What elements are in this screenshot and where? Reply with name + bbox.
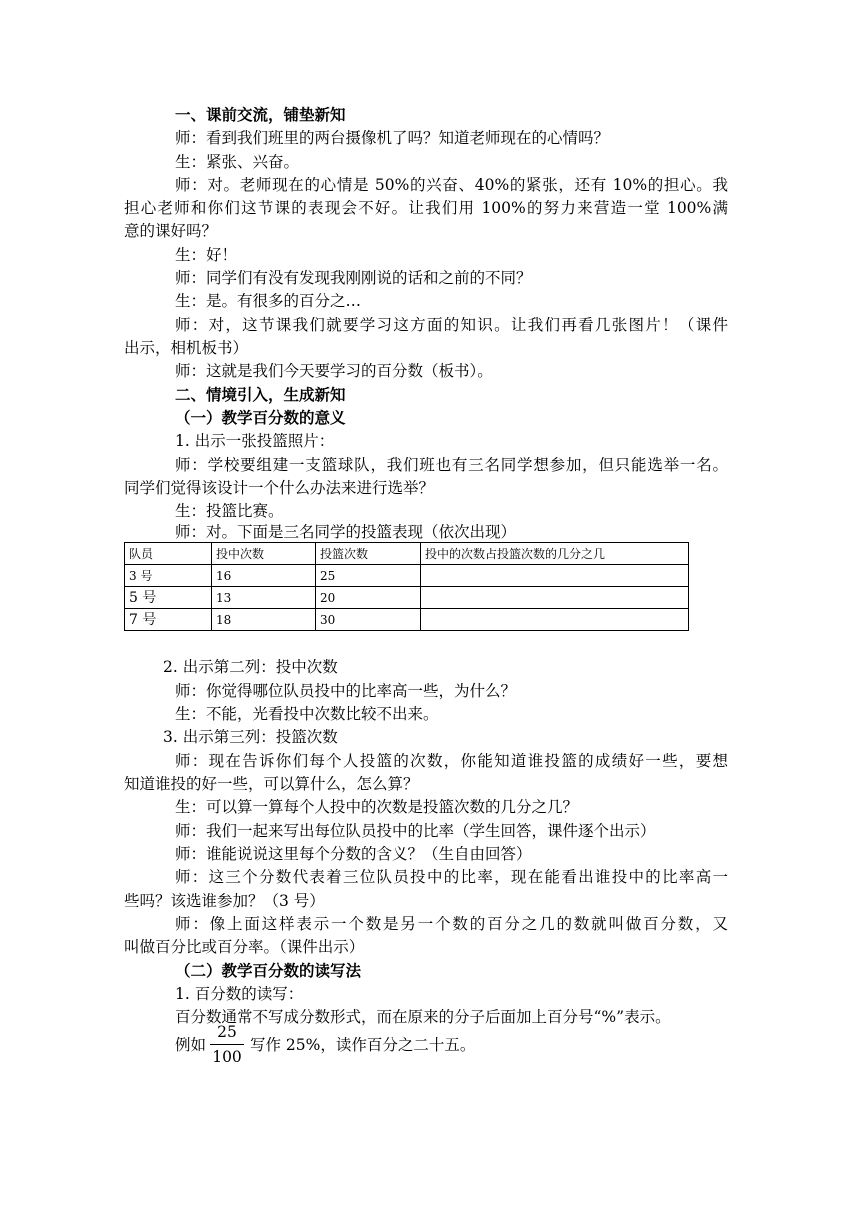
dialogue-line: 叫做百分比或百分率。（课件出示） xyxy=(124,938,365,956)
dialogue-line: 出示，相机板书） xyxy=(124,339,249,357)
table-row xyxy=(125,565,689,587)
section-title-2: 二、情境引入，生成新知 xyxy=(175,385,346,404)
subsection-title-1: （一）教学百分数的意义 xyxy=(175,408,346,427)
table-header-row xyxy=(125,543,689,565)
section-title-1: 一、课前交流，铺垫新知 xyxy=(175,105,346,124)
dialogue-line: 师：对，这节课我们就要学习这方面的知识。让我们再看几张图片！（课件 xyxy=(175,316,728,334)
table-cell: 16 xyxy=(212,565,316,587)
dialogue-line: 师：对。老师现在的心情是 50%的兴奋、40%的紧张，还有 10%的担心。我 xyxy=(175,176,728,194)
dialogue-line: 生：好！ xyxy=(175,246,238,264)
dialogue-line: 生：可以算一算每个人投中的次数是投篮次数的几分之几？ xyxy=(175,798,579,816)
dialogue-line: 师：同学们有没有发现我刚刚说的话和之前的不同？ xyxy=(175,269,532,287)
table-header-cell: 队员 xyxy=(125,543,212,565)
table-cell: 7 号 xyxy=(125,609,212,631)
step-line: 2. 出示第二列：投中次数 xyxy=(163,658,338,676)
table-cell: 30 xyxy=(316,609,421,631)
dialogue-line: 知道谁投的好一些，可以算什么，怎么算？ xyxy=(124,775,419,793)
table-row xyxy=(125,609,689,631)
table-cell: 5 号 xyxy=(125,587,212,609)
table-cell: 13 xyxy=(212,587,316,609)
step-line: 3. 出示第三列：投篮次数 xyxy=(163,728,338,746)
dialogue-line: 师：你觉得哪位队员投中的比率高一些，为什么？ xyxy=(175,682,517,700)
table-header-cell: 投中次数 xyxy=(212,543,316,565)
table-cell: 18 xyxy=(212,609,316,631)
fraction-25-over-100 xyxy=(210,1021,244,1068)
dialogue-line: 师：这三个分数代表着三位队员投中的比率，现在能看出谁投中的比率高一 xyxy=(175,868,728,886)
dialogue-line: 生：投篮比赛。 xyxy=(175,502,284,520)
table-row xyxy=(125,587,689,609)
dialogue-line: 意的课好吗？ xyxy=(124,222,218,240)
table-header-cell: 投篮次数 xyxy=(316,543,421,565)
dialogue-line: 生：是。有很多的百分之… xyxy=(175,292,362,310)
step-line: 1. 出示一张投篮照片： xyxy=(175,432,335,450)
dialogue-line: 生：不能，光看投中次数比较不出来。 xyxy=(175,705,439,723)
table-cell xyxy=(421,609,689,631)
example-prefix: 例如 xyxy=(175,1036,207,1054)
shooting-table xyxy=(124,542,689,631)
dialogue-line: 师：对。下面是三名同学的投篮表现（依次出现） xyxy=(175,523,517,541)
dialogue-line: 生：紧张、兴奋。 xyxy=(175,153,300,171)
example-suffix: 写作 25%，读作百分之二十五。 xyxy=(250,1036,476,1054)
dialogue-line: 师：学校要组建一支篮球队，我们班也有三名同学想参加，但只能选举一名。 xyxy=(175,456,728,474)
body-line: 百分数通常不写成分数形式，而在原来的分子后面加上百分号“%”表示。 xyxy=(175,1008,671,1026)
table-cell xyxy=(421,587,689,609)
table-cell xyxy=(421,565,689,587)
dialogue-line: 师：谁能说说这里每个分数的含义？（生自由回答） xyxy=(175,845,532,863)
dialogue-line: 担心老师和你们这节课的表现会不好。让我们用 100%的努力来营造一堂 100%满 xyxy=(124,199,728,217)
dialogue-line: 些吗？该选谁参加？（3 号） xyxy=(124,892,325,910)
fraction-denominator: 100 xyxy=(212,1048,242,1066)
dialogue-line: 同学们觉得该设计一个什么办法来进行选举？ xyxy=(124,479,435,497)
fraction-bar xyxy=(210,1044,244,1045)
fraction-numerator: 25 xyxy=(217,1023,237,1041)
table-cell: 25 xyxy=(316,565,421,587)
dialogue-line: 师：看到我们班里的两台摄像机了吗？知道老师现在的心情吗？ xyxy=(175,129,610,147)
dialogue-line: 师：现在告诉你们每个人投篮的次数，你能知道谁投篮的成绩好一些，要想 xyxy=(175,752,728,770)
dialogue-line: 师：像上面这样表示一个数是另一个数的百分之几的数就叫做百分数，又 xyxy=(175,915,728,933)
table-cell: 20 xyxy=(316,587,421,609)
table-cell: 3 号 xyxy=(125,565,212,587)
dialogue-line: 师：我们一起来写出每位队员投中的比率（学生回答，课件逐个出示） xyxy=(175,822,656,840)
dialogue-line: 师：这就是我们今天要学习的百分数（板书）。 xyxy=(175,362,493,380)
subsection-title-2: （二）教学百分数的读写法 xyxy=(175,961,362,980)
step-line: 1. 百分数的读写： xyxy=(175,985,304,1003)
table-header-cell: 投中的次数占投篮次数的几分之几 xyxy=(421,543,689,565)
